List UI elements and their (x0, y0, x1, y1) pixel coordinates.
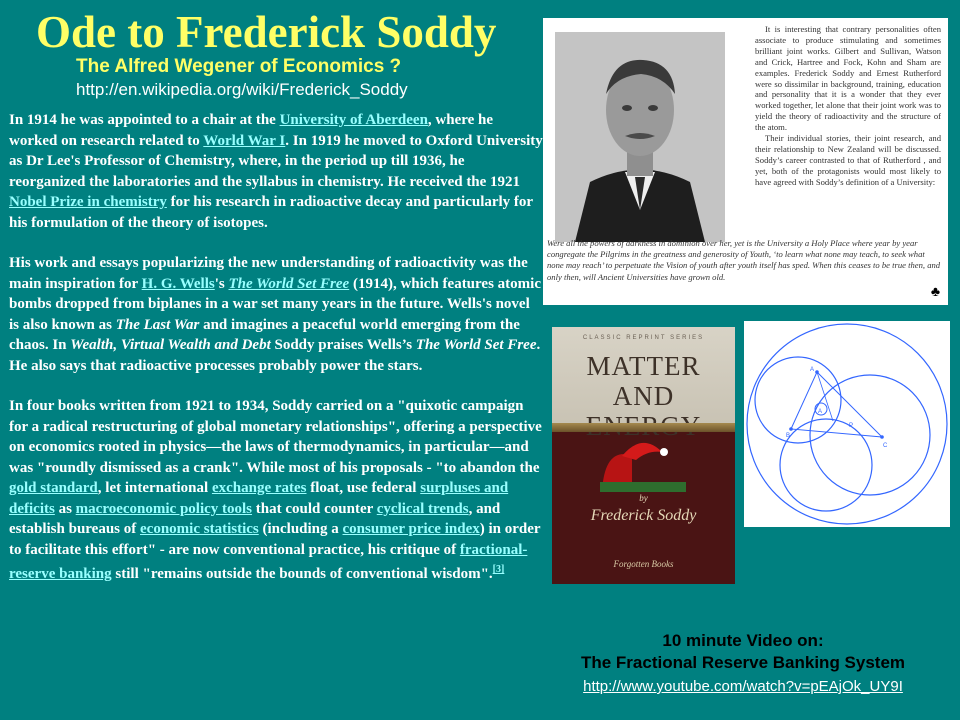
vertex-label-b: B (786, 433, 791, 439)
video-heading: 10 minute Video on: (662, 631, 824, 650)
text: . In 1919 he moved to Oxford University as Dr Lee's Professor of Chemistry, where, in the period up till 1936, he reorganized the laboratories and the syllabus in chemistry. He received the 1921 (9, 132, 543, 190)
link-gold-standard[interactable]: gold standard (9, 480, 98, 496)
portrait-illustration (555, 32, 725, 242)
circle-geometry-diagram (744, 321, 950, 527)
vertex-label-a: A (810, 367, 815, 373)
youtube-link[interactable]: http://www.youtube.com/watch?v=pEAjOk_UY9I (583, 678, 903, 695)
body-text (9, 110, 543, 605)
soddy-portrait (555, 32, 725, 242)
text: , and establish bureaus of (9, 500, 501, 537)
university-quote: Were all the powers of darkness in dominion over her, yet is the University a Holy Place where year by year congregate the Pilgrims in the greatness and generosity of Youth, ‘to learn what none may teach, to seek what none may reach’ to perpetuate the Vision of youth after youth itself has sped. When this ceases to be true then, and only then, will Ancient Universities have grown old. (547, 238, 941, 282)
article-column (755, 24, 941, 188)
link-fractional-reserve-banking[interactable]: fractional-reserve banking (9, 541, 528, 582)
paragraph-appointment (9, 110, 543, 233)
video-callout (528, 630, 958, 698)
text: 's (214, 275, 229, 292)
book-title-line: MATTER (586, 351, 701, 381)
book-band (552, 423, 735, 432)
text: , where he worked on research related to (9, 112, 494, 149)
book-publisher: Forgotten Books (613, 559, 674, 569)
text: (1914), which features atomic bombs dropped from biplanes in a war set many years in the future. Wells's novel is also known as (9, 275, 541, 333)
text: (including a (258, 521, 343, 537)
text: . He also says that radioactive processes probably power the stars. (9, 337, 541, 374)
book-ornament (552, 432, 735, 492)
article-paragraph: Their individual stories, their joint research, and their relationship to New Zealand will be discussed. Soddy’s career contrasted to that of Rutherford , and yet, both of the protagonists would most likely to have agreed with Soddy’s definition of a University: (755, 133, 941, 187)
page-logo-icon: ♣ (930, 285, 940, 300)
reference-link[interactable]: [3] (492, 564, 505, 575)
book-author: Frederick Soddy (590, 507, 697, 524)
text: ) in order to facilitate this effort" - are now conventional practice, his critique of (9, 521, 541, 558)
link-consumer-price-index[interactable]: consumer price index (342, 521, 480, 537)
paragraph-wells (9, 253, 543, 376)
video-title: The Fractional Reserve Banking System (580, 653, 906, 672)
slide-title: Ode to Frederick Soddy (36, 7, 497, 57)
text: In four books written from 1921 to 1934, Soddy carried on a "quixotic campaign for a radical restructuring of global monetary relationships", offering a perspective on economics rooted in physics—the laws of thermodynamics, in particular—and was "roundly dismissed as a crank". While most of his proposals - "to abandon the (9, 398, 542, 476)
italic-title: Wealth, Virtual Wealth and Debt (70, 337, 271, 353)
book-title-line: AND (612, 381, 675, 411)
text: as (54, 500, 76, 517)
link-university-of-aberdeen[interactable]: University of Aberdeen (279, 112, 428, 128)
text: and imagines a peaceful world emerging from the chaos. In (9, 316, 520, 353)
slide-subtitle: The Alfred Wegener of Economics ? (76, 56, 402, 77)
link-economic-statistics[interactable]: economic statistics (140, 521, 259, 537)
wikipedia-url[interactable]: http://en.wikipedia.org/wiki/Frederick_Soddy (76, 80, 408, 99)
link-exchange-rates[interactable]: exchange rates (211, 480, 307, 496)
text: , let international (97, 480, 212, 496)
link-hg-wells[interactable]: H. G. Wells (141, 275, 215, 292)
text: for his research in radioactive decay and particularly for his formulation of the theory of isotopes. (9, 194, 533, 231)
vertex-label-c: C (883, 443, 888, 449)
article-paragraph: It is interesting that contrary personalities often associate to produce stimulating and sometimes brilliant joint works. Gilbert and Sullivan, Watson and Crick, Hartree and Fock, Kohn and Sham are examples. Frederick Soddy and Ernest Rutherford were so dissimilar in background, training, education and personality that it is a wonder that they ever worked together, let alone that their joint work was to yield the theory of radioactivity and the structure of the atom. (755, 24, 941, 133)
center-label-p: P (849, 423, 854, 429)
link-nobel-prize-chemistry[interactable]: Nobel Prize in chemistry (9, 194, 167, 210)
link-surpluses-and-deficits[interactable]: surpluses and deficits (9, 480, 509, 517)
article-excerpt-image (543, 18, 948, 305)
book-by: by (639, 493, 648, 503)
link-cyclical-trends[interactable]: cyclical trends (376, 500, 469, 517)
link-world-war-i[interactable]: World War I (203, 132, 286, 149)
italic-title: The World Set Free (415, 337, 537, 353)
link-the-world-set-free[interactable]: The World Set Free (228, 275, 350, 292)
text: His work and essays popularizing the new understanding of radioactivity was the main inspiration for (9, 255, 528, 292)
center-label-a: A (818, 409, 823, 415)
paragraph-economics (9, 396, 543, 585)
text: still "remains outside the bounds of conventional wisdom". (111, 566, 493, 582)
circles-figure (744, 321, 950, 527)
text: Soddy praises Wells’s (270, 337, 416, 353)
text: float, use federal (306, 480, 421, 496)
text: that could counter (252, 500, 377, 517)
text: In 1914 he was appointed to a chair at the (9, 112, 280, 128)
link-macroeconomic-policy-tools[interactable]: macroeconomic policy tools (75, 500, 253, 517)
italic-title: The Last War (115, 316, 200, 333)
book-cover (552, 327, 735, 584)
book-series: CLASSIC REPRINT SERIES (582, 335, 705, 341)
